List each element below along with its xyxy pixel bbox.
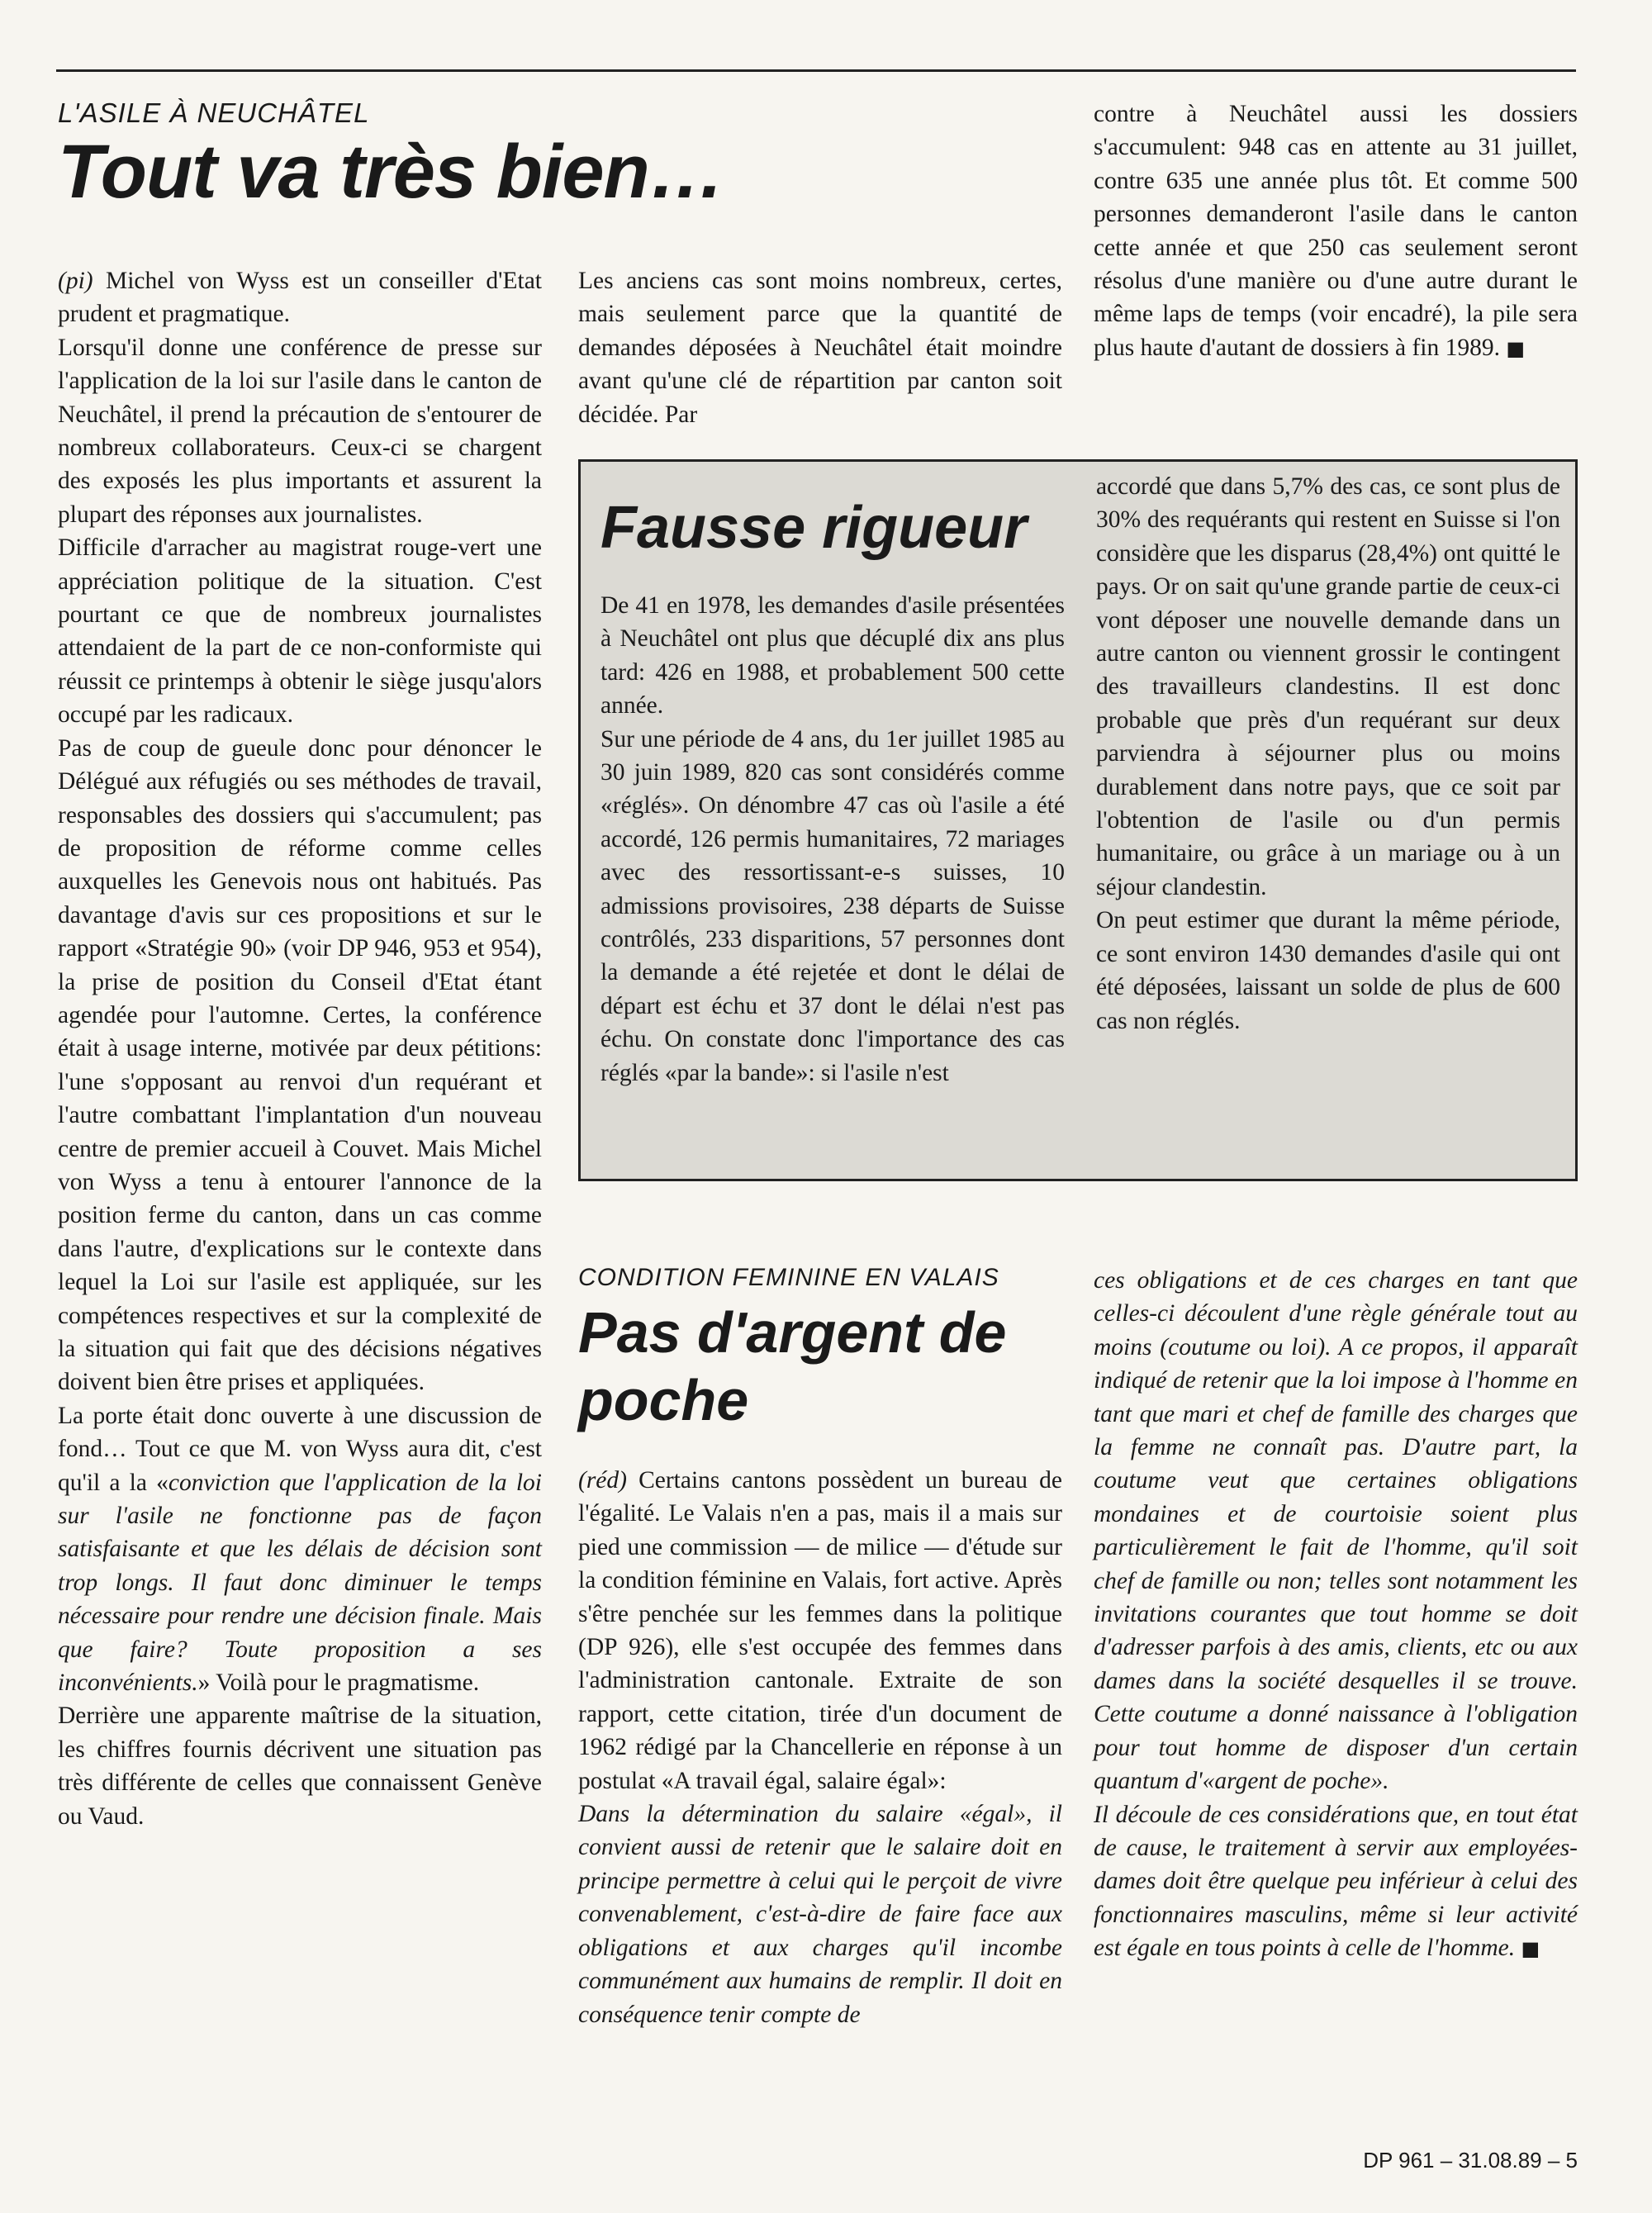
quote-text: ces obligations et de ces charges en tant que celles-ci découlent d'une règle générale tout au moins (coutume ou loi). A ce propos, il apparaît indiqué de retenir que la loi impose à l'homme en tant que mari et chef de famille des charges que la femme ne connaît pas. D'autre part, la coutume veut que certaines obligations mondaines et de courtoisie soient plus particulièrement le fait de l'homme, qu'il soit chef de famille ou non; telles sont notamment les invitations courantes que tout homme se doit d'adresser parfois à des amis, clients, etc ou aux dames dans la société desquelles il se trouve. Cette coutume a donné naissance à l'obligation pour tout homme de disposer d'un certain quantum d'«argent de poche». <box>1094 1267 1578 1795</box>
byline: (réd) <box>578 1467 627 1494</box>
paragraph-text: La porte était donc ouverte à une discussion de fond… Tout ce que M. von Wyss aura dit, c'est qu'il a la « <box>58 1402 542 1496</box>
paragraph <box>578 1797 1062 2031</box>
box-column-right <box>1096 470 1560 1038</box>
paragraph <box>1094 97 1578 365</box>
quote-text: Il découle de ces considérations que, en tout état de cause, le traitement à servir aux employées-dames doit être quelque peu inférieur à celui des fonctionnaires masculins, même si leur activité est égale en tous points à celle de l'homme. <box>1094 1801 1578 1962</box>
quote-text: Dans la détermination du salaire «égal», il convient aussi de retenir que le salaire doit en principe permettre à celui qui le perçoit de vivre convenablement, c'est-à-dire de faire face aux obligations et aux charges qu'il incombe communément aux humains de remplir. Il doit en conséquence tenir compte de <box>578 1801 1062 2028</box>
article1-column-1 <box>58 264 542 1833</box>
paragraph <box>58 264 542 331</box>
sidebar-box <box>578 459 1578 1181</box>
end-mark-icon: ■ <box>1506 336 1526 360</box>
paragraph: Pas de coup de gueule donc pour dénoncer le Délégué aux réfugiés ou ses méthodes de travail, responsables des dossiers qui s'accumulent; pas de proposition de réforme comme celles auxquelles les Genevois nous ont habitués. Pas davantage d'avis sur ces propositions et sur le rapport «Stratégie 90» (voir DP 946, 953 et 954), la prise de position du Conseil d'Etat étant agendée pour l'automne. Certes, la conférence était à usage interne, motivée par deux pétitions: l'une s'opposant au renvoi d'un requérant et l'autre combattant l'implantation d'un nouveau centre de premier accueil à Couvet. Mais Michel von Wyss a tenu à entourer l'annonce de la position ferme du canton, dans un cas comme dans l'autre, d'explications sur le contexte dans lequel la Loi sur l'asile est appliquée, sur les compétences respectives et sur la complexité de la situation qui fait que des décisions négatives doivent bien être prises et appliquées. <box>58 734 542 1396</box>
article1-title: Tout va très bien… <box>58 130 724 214</box>
end-mark-icon: ■ <box>1521 1937 1540 1961</box>
paragraph: Les anciens cas sont moins nombreux, certes, mais seulement parce que la quantité de demandes déposées à Neuchâtel était moindre avant qu'une clé de répartition par canton soit décidée. Par <box>578 268 1062 428</box>
paragraph-text: Certains cantons possèdent un bureau de l'égalité. Le Valais n'en a pas, mais il a mais sur pied une commission — de milice — d'étude sur la condition féminine en Valais, fort active. Après s'être penchée sur les femmes dans la politique (DP 926), elle s'est occupée des femmes dans l'administration cantonale. Extraite de son rapport, cette citation, tirée d'un document de 1962 rédigé par la Chancellerie en réponse à un postulat «A travail égal, salaire égal»: <box>578 1467 1062 1794</box>
top-rule <box>56 69 1576 72</box>
box-title: Fausse rigueur <box>601 495 1028 561</box>
paragraph: accordé que dans 5,7% des cas, ce sont plus de 30% des requérants qui restent en Suisse si l'on considère que les disparus (28,4%) ont quitté le pays. Or on sait qu'une grande partie de ceux-ci vont déposer une nouvelle demande dans un autre canton ou viennent grossir le contingent des travailleurs clandestins. Il est donc probable que près d'un requérant sur deux parviendra à séjourner plus ou moins durablement dans notre pays, que ce soit par l'obtention de l'asile ou d'un permis humanitaire, ou grâce à un mariage ou à un séjour clandestin. <box>1096 473 1560 900</box>
paragraph: Difficile d'arracher au magistrat rouge-vert une appréciation politique de la situation. C'est pourtant ce que de nombreux journalistes attendaient de la part de ce non-conformiste qui réussit ce printemps à obtenir le siège jusqu'alors occupé par les radicaux. <box>58 534 542 729</box>
page-footer: DP 961 – 31.08.89 – 5 <box>1363 2148 1578 2173</box>
paragraph <box>578 1464 1062 1797</box>
article2-column-2 <box>578 1464 1062 2031</box>
article2-kicker: CONDITION FEMININE EN VALAIS <box>578 1264 999 1291</box>
paragraph: Lorsqu'il donne une conférence de presse sur l'application de la loi sur l'asile dans le canton de Neuchâtel, il prend la précaution de s'entourer de nombreux collaborateurs. Ceux-ci se chargent des exposés les plus importants et assurent la plupart des réponses aux journalistes. <box>58 334 542 528</box>
paragraph-text: » Voilà pour le pragmatisme. <box>197 1669 480 1697</box>
article2-column-3 <box>1094 1264 1578 1966</box>
paragraph <box>58 1399 542 1700</box>
paragraph-text: Michel von Wyss est un conseiller d'Etat prudent et pragmatique. <box>58 268 542 328</box>
byline: (pi) <box>58 268 93 294</box>
paragraph: Derrière une apparente maîtrise de la situation, les chiffres fournis décrivent une situation pas très différente de celles que connaissent Genève ou Vaud. <box>58 1702 542 1830</box>
article1-kicker: L'ASILE À NEUCHÂTEL <box>58 97 370 128</box>
paragraph: Sur une période de 4 ans, du 1er juillet 1985 au 30 juin 1989, 820 cas sont considérés comme «réglés». On dénombre 47 cas où l'asile a été accordé, 126 permis humanitaires, 72 mariages avec des ressortissant-e-s suisses, 10 admissions provisoires, 238 départs de Suisse contrôlés, 233 disparitions, 57 personnes dont la demande a été rejetée et dont le délai de départ est échu et 37 dont le délai n'est pas échu. On constate donc l'importance des cas réglés «par la bande»: si l'asile n'est <box>601 725 1065 1086</box>
quote-text: conviction que l'application de la loi sur l'asile ne fonctionne pas de façon satisfaisante et que les délais de décision sont trop longs. Il faut donc diminuer le temps nécessaire pour rendre une décision finale. Mais que faire? Toute proposition a ses inconvénients. <box>58 1469 542 1697</box>
box-column-left <box>601 589 1065 1090</box>
article1-column-3 <box>1094 97 1578 365</box>
article2-title: Pas d'argent de poche <box>578 1300 1007 1432</box>
paragraph <box>1094 1264 1578 1798</box>
article1-column-2 <box>578 264 1062 431</box>
paragraph-text: contre à Neuchâtel aussi les dossiers s'accumulent: 948 cas en attente au 31 juillet, contre 635 une année plus tôt. Et comme 500 personnes demanderont l'asile dans le canton cette année et que 250 cas seulement seront résolus d'une manière ou d'une autre durant le même laps de temps (voir encadré), la pile sera plus haute d'autant de dossiers à fin 1989. <box>1094 101 1578 361</box>
paragraph: On peut estimer que durant la même période, ce sont environ 1430 demandes d'asile qui ont été déposées, laissant un solde de plus de 600 cas non réglés. <box>1096 907 1560 1034</box>
paragraph: De 41 en 1978, les demandes d'asile présentées à Neuchâtel ont plus que décuplé dix ans plus tard: 426 en 1988, et probablement 500 cette année. <box>601 592 1065 719</box>
paragraph <box>1094 1798 1578 1966</box>
